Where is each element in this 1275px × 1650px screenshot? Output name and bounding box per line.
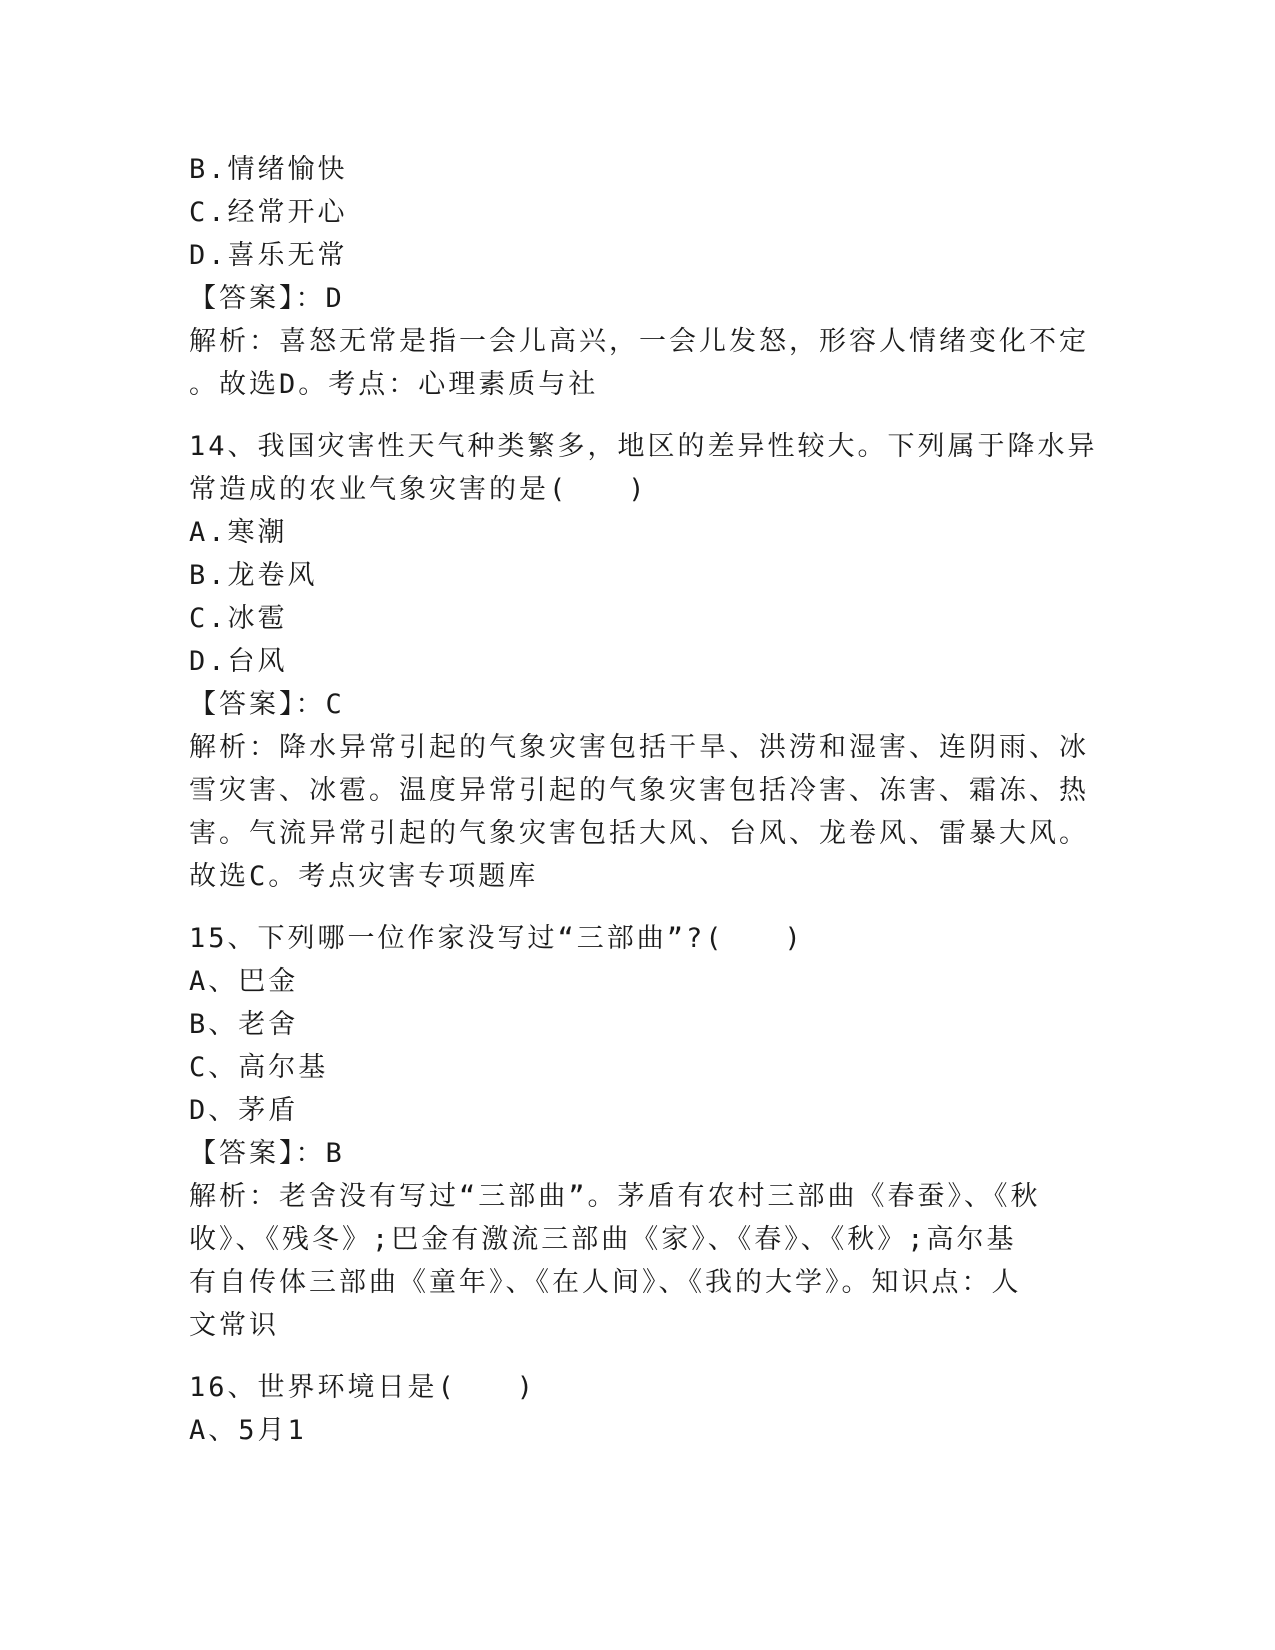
question-stem: 16、世界环境日是( ): [189, 1372, 537, 1403]
analysis-line: 文常识: [189, 1310, 279, 1341]
option-d: D.喜乐无常: [189, 240, 348, 271]
option-d: D、茅盾: [189, 1095, 299, 1126]
option-c: C.冰雹: [189, 603, 288, 634]
analysis-line: 解析：喜怒无常是指一会儿高兴，一会儿发怒，形容人情绪变化不定: [189, 326, 1089, 357]
question-13-continued: [189, 148, 1089, 406]
option-b: B、老舍: [189, 1009, 299, 1040]
answer-line: 【答案】：D: [189, 283, 345, 314]
option-c: C.经常开心: [189, 197, 348, 228]
answer-line: 【答案】：C: [189, 689, 345, 720]
analysis-line: 解析：降水异常引起的气象灾害包括干旱、洪涝和湿害、连阴雨、冰: [189, 732, 1089, 763]
question-stem: 常造成的农业气象灾害的是( ): [189, 474, 648, 505]
question-stem: 14、我国灾害性天气种类繁多，地区的差异性较大。下列属于降水异: [189, 431, 1098, 462]
question-14: [189, 425, 1098, 898]
analysis-line: 解析：老舍没有写过“三部曲”。茅盾有农村三部曲《春蚕》、《秋: [189, 1181, 1041, 1212]
question-stem: 15、下列哪一位作家没写过“三部曲”?( ): [189, 923, 804, 954]
option-c: C、高尔基: [189, 1052, 329, 1083]
question-15: [189, 917, 1069, 1347]
option-a: A、5月1: [189, 1415, 307, 1446]
option-b: B.龙卷风: [189, 560, 318, 591]
analysis-line: 雪灾害、冰雹。温度异常引起的气象灾害包括冷害、冻害、霜冻、热: [189, 775, 1089, 806]
option-a: A、巴金: [189, 966, 299, 997]
analysis-line: 害。气流异常引起的气象灾害包括大风、台风、龙卷风、雷暴大风。: [189, 818, 1089, 849]
option-a: A.寒潮: [189, 517, 288, 548]
analysis-line: 。故选D。考点：心理素质与社: [189, 369, 599, 400]
document-body: [189, 148, 1098, 1452]
analysis-line: 收》、《残冬》;巴金有激流三部曲《家》、《春》、《秋》;高尔基: [189, 1224, 1017, 1255]
analysis-line: 有自传体三部曲《童年》、《在人间》、《我的大学》。知识点：人: [189, 1267, 1022, 1298]
option-b: B.情绪愉快: [189, 154, 348, 185]
question-16: [189, 1366, 1069, 1452]
answer-line: 【答案】：B: [189, 1138, 345, 1169]
analysis-line: 故选C。考点灾害专项题库: [189, 861, 539, 892]
option-d: D.台风: [189, 646, 288, 677]
